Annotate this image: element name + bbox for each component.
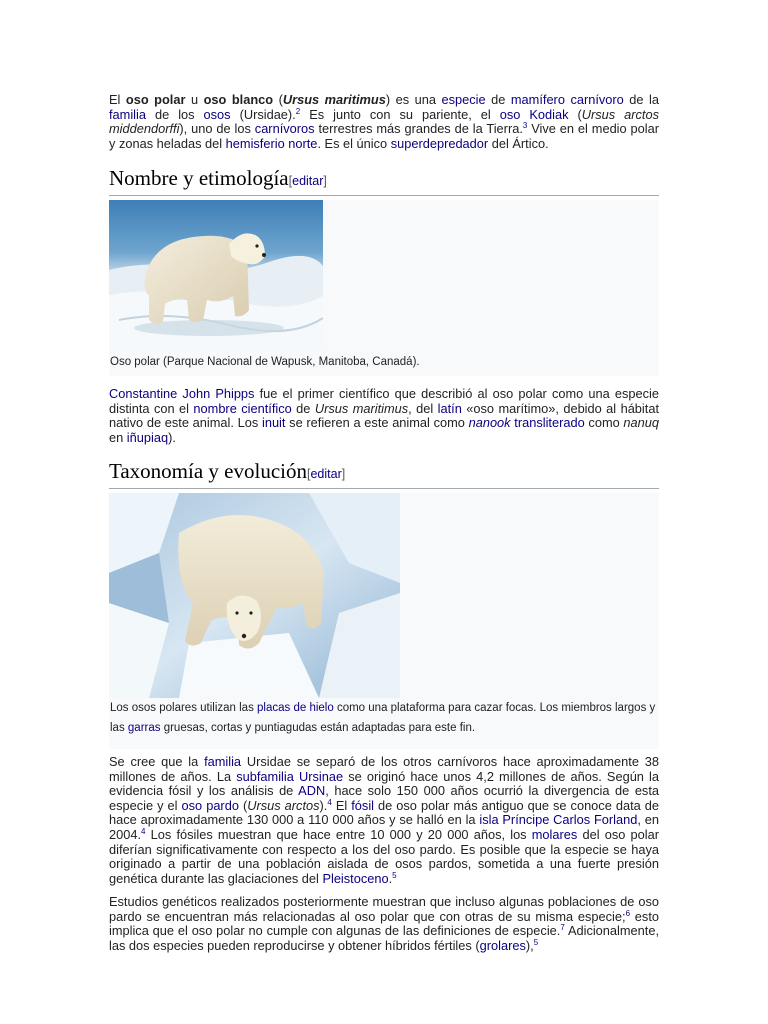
bold-term: oso blanco (203, 92, 274, 107)
paragraph-etimologia (109, 387, 659, 447)
reference-4[interactable]: 4 (327, 797, 332, 807)
link-molares[interactable]: molares (531, 826, 578, 842)
scientific-name: Ursus maritimus (282, 92, 386, 107)
text: Es junto con su pariente, el (300, 106, 500, 122)
reference-2[interactable]: 2 (295, 106, 301, 116)
edit-section: [editar] (306, 467, 346, 481)
link-familia[interactable]: familia (109, 106, 146, 122)
reference-6[interactable]: 6 (625, 908, 631, 918)
text: fue el primer científico que describió al oso polar como una especie distinta con el (109, 386, 659, 416)
link-oso-kodiak[interactable]: oso Kodiak (499, 106, 569, 122)
link-especie[interactable]: especie (441, 92, 486, 107)
link-transliterado[interactable]: transliterado (514, 415, 585, 431)
link-inuit[interactable]: inuit (261, 415, 286, 431)
text: terrestres más grandes de la Tierra. (314, 121, 523, 137)
text: ( (568, 106, 582, 122)
text: como (584, 415, 624, 431)
text: de la (623, 92, 660, 107)
scientific-name: Ursus arctos (247, 797, 320, 813)
link-placas-de-hielo[interactable]: placas de hielo (257, 702, 334, 714)
intro-paragraph (109, 93, 659, 155)
link-adn[interactable]: ADN (298, 783, 326, 799)
italic-term: nanuq (623, 415, 660, 431)
link-grolares[interactable]: grolares (479, 937, 526, 953)
link-constantine-john-phipps[interactable]: Constantine John Phipps (109, 386, 255, 401)
link-fosil[interactable]: fósil (351, 797, 375, 813)
link-subfamilia-ursinae[interactable]: subfamilia Ursinae (236, 768, 344, 784)
text: ), uno de los (179, 121, 255, 137)
heading-taxonomia-evolucion (109, 459, 659, 489)
reference-3[interactable]: 3 (522, 121, 528, 131)
text: . Es el único (317, 135, 391, 151)
text: de (291, 400, 315, 416)
polar-bear-ice-photo (109, 493, 400, 698)
heading-nombre-etimologia (109, 166, 659, 196)
bold-term: oso polar (125, 92, 186, 107)
text: ). (168, 429, 176, 445)
link-oso-pardo[interactable]: oso pardo (181, 797, 239, 813)
reference-5[interactable]: 5 (392, 870, 397, 880)
text: de los (145, 106, 204, 122)
text: Vive en el medio polar y zonas heladas del (109, 121, 659, 151)
text: del Ártico. (488, 135, 549, 151)
figure-placas-hielo (109, 493, 659, 749)
text: u (185, 92, 204, 107)
scientific-name: Ursus maritimus (314, 400, 409, 416)
text: ) es una (385, 92, 442, 107)
heading-text: Nombre y etimología (109, 166, 289, 190)
heading-text: Taxonomía y evolución (109, 459, 307, 483)
figure-caption: Los osos polares utilizan las placas de hielo como una plataforma para cazar focas. Los miembros largos y las garras gruesas, cortas y puntiagudas están adaptadas para este fin. (110, 702, 656, 734)
text: «oso marítimo», debido al hábitat nativo de este animal. Los (109, 400, 659, 431)
paragraph-taxonomia: Se cree que la familia Ursidae se separó de los otros carnívoros hace aproximadamente 38 millones de años. La subfamilia Ursinae se originó hace unos 4,2 millones de años. Según la evidencia fósil y los análisis de ADN, hace solo 150 000 años ocurrió la divergencia de esta especie y el oso pardo (Ursus arctos).$^4$ El fósil de oso polar más antiguo que se conoce data de hace aproximadamente 130 000 a 110 000 años y se halló en la isla Príncipe Carlos Forland, en 2004.$^4$ Los fósiles muestran que hace entre 10 000 y 20 000 años, los molares del oso polar diferían significativamente con respecto a los del oso pardo. Es posible que la especie se haya originado a partir de una población aislada de osos pardos, sometida a una fuerte presión genética durante las glaciaciones del Pleistoceno.$^5$ (109, 754, 660, 886)
edit-section: [editar] (288, 174, 327, 188)
link-nanook[interactable]: nanook (468, 415, 511, 431)
figure-caption: Oso polar (Parque Nacional de Wapusk, Manitoba, Canadá). (110, 356, 420, 368)
scientific-name: Ursus arctos middendorffi (109, 106, 659, 137)
link-nombre-cientifico[interactable]: nombre científico (193, 400, 292, 416)
reference-7[interactable]: 7 (560, 923, 565, 933)
link-hemisferio-norte[interactable]: hemisferio norte (225, 135, 318, 151)
link-inupiaq[interactable]: iñupiaq (126, 429, 169, 445)
link-pleistoceno[interactable]: Pleistoceno (322, 870, 389, 886)
text: en (109, 429, 127, 445)
figure-oso-polar (109, 200, 659, 376)
polar-bear-snow-photo (109, 200, 323, 350)
reference-5b[interactable]: 5 (533, 937, 539, 947)
article (109, 93, 659, 953)
edit-link[interactable]: editar (292, 174, 324, 188)
text: El (109, 92, 126, 107)
text: se refieren a este animal como (285, 415, 469, 431)
link-superdepredador[interactable]: superdepredador (390, 135, 489, 151)
text: ( (273, 92, 283, 107)
link-osos[interactable]: osos (203, 106, 231, 122)
text: , del (408, 400, 438, 416)
link-mamifero[interactable]: mamífero (510, 92, 565, 107)
edit-link[interactable]: editar (310, 467, 342, 481)
link-familia[interactable]: familia (204, 754, 242, 769)
link-carnivoro[interactable]: carnívoro (570, 92, 624, 107)
link-isla-principe-carlos-forland[interactable]: isla Príncipe Carlos Forland (479, 812, 638, 828)
text: de (485, 92, 511, 107)
link-carnivoros[interactable]: carnívoros (254, 121, 315, 137)
paragraph-estudios-geneticos: Estudios genéticos realizados posteriormente muestran que incluso algunas poblaciones de oso pardo se encuentran más relacionadas al oso polar que con otras de su misma especie;$^6$ esto implica que el oso polar no cumple con algunas de las definiciones de especie.$^7$ Adicionalmente, las dos especies pueden reproducirse y obtener híbridos fértiles (grolares),$^5$ (109, 894, 659, 953)
link-garras[interactable]: garras (127, 722, 161, 734)
reference-4b[interactable]: 4 (141, 826, 146, 836)
link-latin[interactable]: latín (437, 400, 462, 416)
text: (Ursidae). (230, 106, 296, 122)
